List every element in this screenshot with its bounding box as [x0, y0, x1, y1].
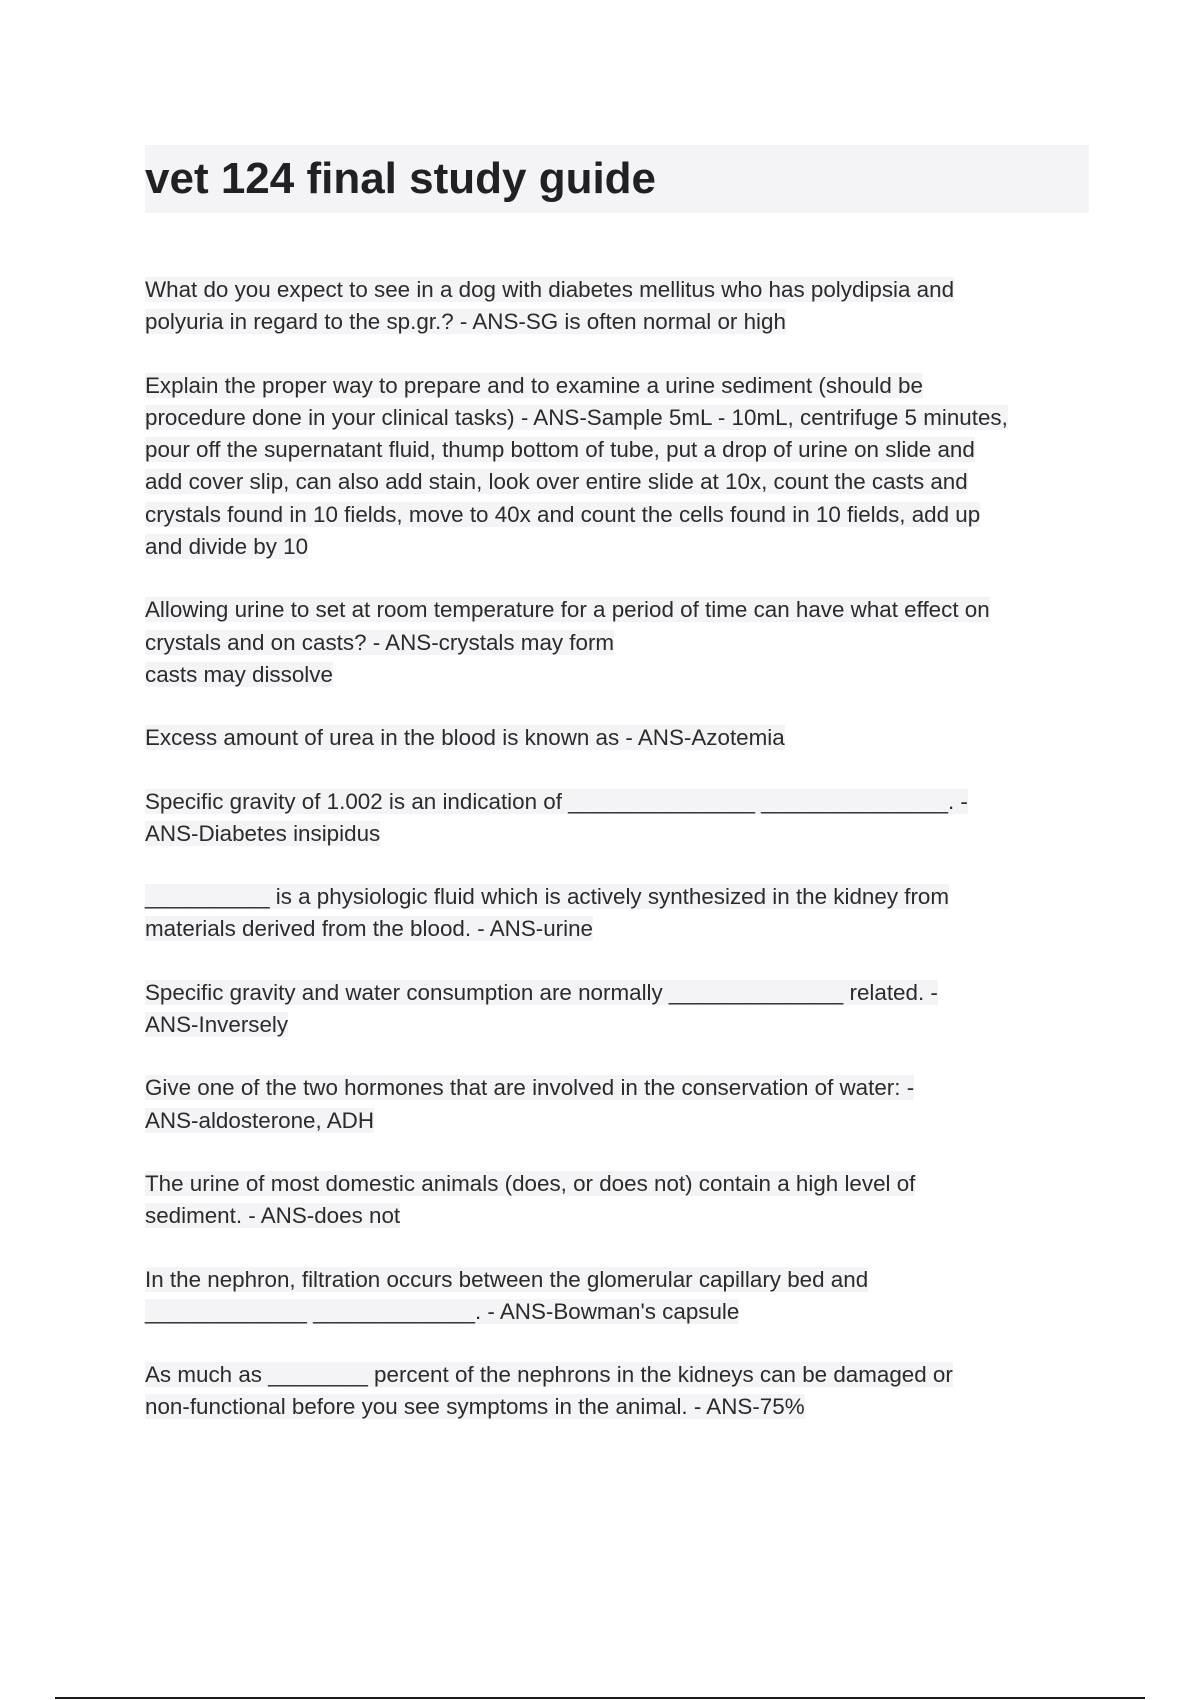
study-entry-text: Give one of the two hormones that are involved in the conservation of water: - [145, 1075, 915, 1101]
study-entry-line [145, 659, 1095, 691]
study-entry-line [145, 1200, 1095, 1232]
study-entry [145, 1168, 1095, 1233]
study-entry-line [145, 306, 1095, 338]
study-entry-text: Specific gravity of 1.002 is an indication of _______________ _______________. - [145, 788, 968, 814]
study-entry-text: procedure done in your clinical tasks) - ANS-Sample 5mL - 10mL, centrifuge 5 minutes, [145, 404, 1008, 430]
study-entry-line [145, 1391, 1095, 1423]
study-entry [145, 977, 1095, 1042]
study-entry-line [145, 1009, 1095, 1041]
study-entry-line [145, 818, 1095, 850]
study-entry-line [145, 977, 1095, 1009]
study-entry-text: __________ is a physiologic fluid which is actively synthesized in the kidney from [145, 884, 950, 910]
study-entry-line [145, 434, 1095, 466]
study-entry-line [145, 1072, 1095, 1104]
study-entry [145, 1264, 1095, 1329]
study-entry [145, 722, 1095, 754]
study-entry [145, 370, 1095, 564]
study-entry [145, 786, 1095, 851]
study-entry-line [145, 1105, 1095, 1137]
study-entry-text: Specific gravity and water consumption are normally ______________ related. - [145, 979, 938, 1005]
study-entry-text: Explain the proper way to prepare and to examine a urine sediment (should be [145, 372, 923, 398]
study-entry-text: ANS-aldosterone, ADH [145, 1107, 374, 1133]
study-entry [145, 881, 1095, 946]
study-entry-line [145, 594, 1095, 626]
title-bar [145, 145, 1089, 213]
study-entry-text: pour off the supernatant fluid, thump bottom of tube, put a drop of urine on slide and [145, 437, 975, 463]
study-entry-line [145, 1359, 1095, 1391]
study-entry-line [145, 1168, 1095, 1200]
study-entry-text: The urine of most domestic animals (does, or does not) contain a high level of [145, 1170, 916, 1196]
study-entry-line [145, 1264, 1095, 1296]
study-entry-text: In the nephron, filtration occurs between the glomerular capillary bed and [145, 1266, 869, 1292]
study-entry [145, 594, 1095, 691]
study-entry-text: ANS-Inversely [145, 1012, 289, 1038]
study-entry-text: Allowing urine to set at room temperature for a period of time can have what effect on [145, 597, 990, 623]
study-entry-line [145, 499, 1095, 531]
study-entry-text: materials derived from the blood. - ANS-urine [145, 916, 594, 942]
page-title: vet 124 final study guide [145, 154, 657, 203]
study-entry-text: As much as ________ percent of the nephrons in the kidneys can be damaged or [145, 1362, 953, 1388]
study-entry-text: ANS-Diabetes insipidus [145, 820, 381, 846]
question-answer-list [145, 274, 1095, 1455]
study-entry-text: What do you expect to see in a dog with diabetes mellitus who has polydipsia and [145, 277, 955, 302]
study-entry-text: sediment. - ANS-does not [145, 1203, 401, 1229]
study-entry-text: non-functional before you see symptoms in the animal. - ANS-75% [145, 1394, 805, 1420]
study-entry-line [145, 881, 1095, 913]
page-bottom-divider [55, 1697, 1145, 1699]
study-entry-text: crystals and on casts? - ANS-crystals may form [145, 629, 615, 655]
study-entry-line [145, 370, 1095, 402]
study-entry [145, 1359, 1095, 1424]
study-entry-line [145, 402, 1095, 434]
study-entry-text: Excess amount of urea in the blood is known as - ANS-Azotemia [145, 725, 785, 751]
study-entry-text: add cover slip, can also add stain, look over entire slide at 10x, count the casts and [145, 469, 968, 495]
study-entry-text: _____________ _____________. - ANS-Bowman's capsule [145, 1298, 740, 1324]
study-entry-text: crystals found in 10 fields, move to 40x and count the cells found in 10 fields, add up [145, 501, 981, 527]
study-entry [145, 1072, 1095, 1137]
study-entry-line [145, 531, 1095, 563]
study-entry-line [145, 627, 1095, 659]
study-entry-line [145, 722, 1095, 754]
study-entry-text: and divide by 10 [145, 534, 309, 560]
study-entry-line [145, 274, 1095, 306]
study-entry-text: polyuria in regard to the sp.gr.? - ANS-SG is often normal or high [145, 309, 786, 335]
study-entry-line [145, 786, 1095, 818]
study-entry-line [145, 466, 1095, 498]
study-entry-line [145, 1296, 1095, 1328]
study-entry-line [145, 913, 1095, 945]
study-entry-text: casts may dissolve [145, 661, 333, 687]
study-entry [145, 274, 1095, 339]
